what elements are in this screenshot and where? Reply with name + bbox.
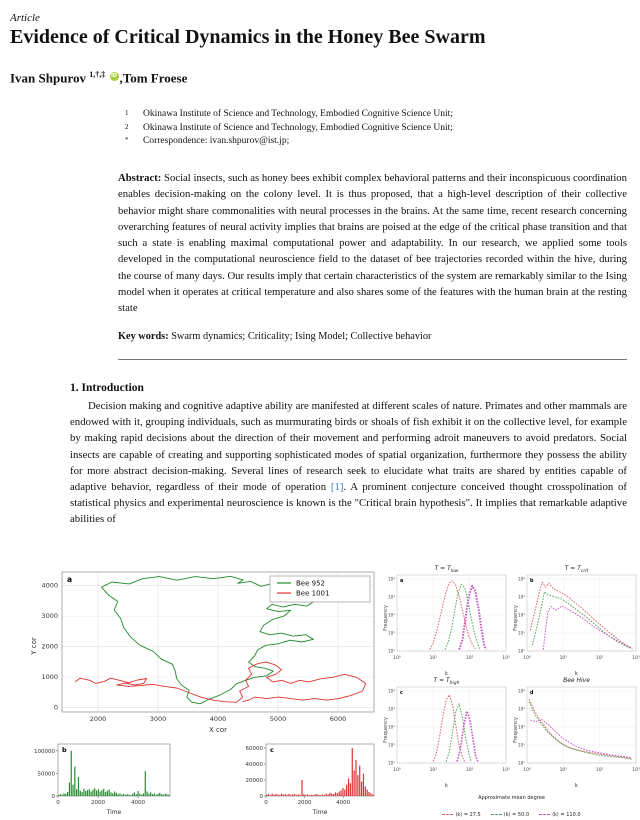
svg-text:10¹: 10¹: [387, 742, 395, 748]
degree-plot: [383, 685, 510, 779]
legend-entry: [539, 812, 580, 818]
degree-panel-crit: [513, 565, 640, 677]
correspondence-text: Correspondence: ivan.shpurov@ist.jp;: [143, 136, 290, 146]
svg-text:0: 0: [264, 800, 268, 806]
svg-text:40000: 40000: [245, 762, 263, 768]
legend-title: Approximate mean degree: [478, 795, 545, 801]
x-axis-label: k: [445, 671, 448, 677]
intro-text-after: . A prominent conjecture conceived thought crosspolination of statistical physics and experimental neuroscience is known is the "Critical brain hypothesis". It implies that remarkable adaptive abilities of: [70, 480, 627, 526]
svg-text:10³: 10³: [517, 594, 525, 600]
author-name-2: Tom Froese: [122, 70, 188, 86]
section-heading: 1. Introduction: [70, 382, 144, 394]
affiliation-marker: 1: [125, 109, 129, 117]
svg-text:10¹: 10¹: [429, 768, 438, 773]
svg-text:a: a: [400, 579, 404, 584]
panel-title: $T = T_{crit}$: [564, 565, 589, 575]
svg-text:Time: Time: [312, 809, 328, 816]
svg-text:b: b: [530, 579, 534, 584]
svg-text:10³: 10³: [632, 656, 640, 661]
svg-text:10⁰: 10⁰: [387, 648, 395, 654]
svg-text:Time: Time: [106, 809, 122, 816]
svg-text:X cor: X cor: [208, 726, 228, 734]
legend-label: ⟨k⟩ = 110.0: [552, 812, 581, 818]
svg-text:b: b: [62, 746, 67, 754]
citation-link[interactable]: [1]: [330, 480, 344, 493]
figures-area: [0, 563, 640, 820]
degree-plot: [513, 685, 640, 779]
panel-title: $T = T_{high}$: [433, 677, 460, 687]
svg-text:0: 0: [53, 703, 58, 712]
svg-text:10⁰: 10⁰: [523, 656, 531, 661]
degree-distribution-grid: [383, 565, 640, 820]
abstract-label: Abstract:: [118, 172, 162, 184]
legend-label: ⟨k⟩ = 50.0: [503, 812, 530, 818]
svg-text:0: 0: [259, 794, 263, 800]
svg-text:2000: 2000: [91, 800, 105, 806]
svg-text:10⁴: 10⁴: [517, 576, 525, 582]
svg-text:4000: 4000: [41, 581, 58, 590]
affiliation-marker: 2: [125, 122, 129, 131]
degree-panel-hive: [513, 677, 640, 789]
svg-text:10²: 10²: [465, 768, 474, 773]
svg-text:20000: 20000: [245, 778, 263, 784]
affiliation-row: [125, 122, 453, 136]
divider: [118, 359, 627, 360]
orcid-icon[interactable]: iD: [111, 73, 117, 79]
svg-text:c: c: [270, 746, 274, 754]
svg-text:10²: 10²: [387, 724, 395, 730]
page-title: Evidence of Critical Dynamics in the Honey Bee Swarm: [10, 26, 486, 48]
svg-text:2000: 2000: [89, 715, 107, 723]
authors-line: [10, 70, 187, 86]
svg-text:10⁰: 10⁰: [393, 768, 401, 773]
svg-text:10²: 10²: [517, 612, 525, 618]
trajectory-plot: [24, 566, 380, 740]
svg-text:10¹: 10¹: [517, 742, 525, 748]
affiliations-block: [125, 108, 453, 149]
affiliation-text: Okinawa Institute of Science and Technology, Embodied Cognitive Science Unit;: [143, 109, 453, 119]
svg-text:0: 0: [51, 794, 55, 800]
degree-legend: [383, 795, 640, 820]
svg-text:Frequency: Frequency: [383, 717, 389, 743]
affiliation-row: [125, 135, 453, 149]
svg-text:2000: 2000: [41, 642, 58, 651]
legend-label: ⟨k⟩ = 27.5: [455, 812, 481, 818]
svg-text:2000: 2000: [297, 800, 312, 806]
svg-text:50000: 50000: [37, 771, 55, 778]
legend-entries: [437, 812, 585, 818]
svg-text:4000: 4000: [209, 715, 227, 723]
svg-text:10⁰: 10⁰: [523, 768, 531, 773]
svg-text:3000: 3000: [41, 612, 58, 621]
svg-text:d: d: [530, 691, 534, 696]
affiliation-row: [125, 108, 453, 122]
svg-text:6000: 6000: [329, 715, 347, 723]
legend-dash-icon: [491, 814, 502, 815]
svg-text:100000: 100000: [34, 748, 55, 755]
svg-text:10²: 10²: [595, 768, 604, 773]
svg-text:10¹: 10¹: [517, 630, 525, 636]
svg-text:10⁴: 10⁴: [517, 688, 525, 694]
svg-text:a: a: [67, 575, 73, 584]
svg-text:c: c: [400, 691, 403, 696]
affiliation-text: Okinawa Institute of Science and Technology, Embodied Cognitive Science Unit;: [143, 122, 453, 133]
svg-text:60000: 60000: [245, 746, 263, 752]
keywords-text: Swarm dynamics; Criticality; Ising Model; Collective behavior: [168, 331, 432, 342]
x-axis-label: k: [575, 671, 578, 677]
svg-text:10¹: 10¹: [429, 656, 438, 661]
svg-text:10²: 10²: [465, 656, 474, 661]
svg-text:4000: 4000: [336, 800, 351, 806]
author-separator: ,: [119, 70, 123, 86]
legend-entry: [491, 812, 529, 818]
keywords-label: Key words:: [118, 331, 169, 342]
svg-text:10²: 10²: [595, 656, 604, 661]
author-superscript: 1,†,‡: [89, 70, 106, 79]
svg-text:1000: 1000: [41, 673, 58, 681]
svg-text:Frequency: Frequency: [513, 717, 519, 743]
abstract-text: Social insects, such as honey bees exhibit complex behavioral patterns and their inconspicuous coordination enables decision-making on the colony level. It is thus proposed, that a high-level description of their collective behavior might share commonalities with neural processes in the brains. At the same time, recent research concerning overarching features of neural activity implies that brains are poised at the edge of the critical phase transition and that such a state is enabling maximal computational power and adaptability. In our research, we applied some tools developed in the computational neuroscience field to the dataset of bee trajectories recorded within the hive, during the course of many days. Our results imply that certain characteristics of the system are remarkably similar to the Ising model when it operates at critical temperature and also shares some of the features with the human brain at the resting state: [118, 172, 627, 315]
abstract-block: [118, 170, 627, 316]
svg-text:Y cor: Y cor: [30, 637, 38, 655]
x-axis-label: k: [445, 783, 448, 789]
svg-text:10⁴: 10⁴: [387, 576, 395, 582]
legend-entry: [442, 812, 480, 818]
affiliation-marker: *: [125, 136, 129, 144]
svg-text:10⁴: 10⁴: [387, 688, 395, 694]
legend-dash-icon: [539, 814, 550, 815]
legend-dash-icon: [442, 814, 453, 815]
svg-text:3000: 3000: [149, 715, 167, 723]
article-kicker: Article: [10, 12, 40, 24]
svg-text:10⁰: 10⁰: [517, 648, 525, 654]
svg-text:10³: 10³: [517, 706, 525, 712]
svg-text:10⁰: 10⁰: [393, 656, 401, 661]
author-name-1: Ivan Shpurov: [10, 70, 86, 86]
svg-text:10¹: 10¹: [559, 656, 568, 661]
intro-paragraph: [70, 398, 627, 528]
degree-plot: [383, 573, 510, 667]
svg-text:10³: 10³: [502, 768, 510, 773]
svg-text:Bee 952: Bee 952: [296, 579, 326, 588]
degree-panel-low: [383, 565, 510, 677]
svg-text:4000: 4000: [131, 800, 145, 806]
svg-text:10²: 10²: [387, 612, 395, 618]
activity-plot-c: [222, 740, 378, 820]
svg-text:10⁰: 10⁰: [517, 760, 525, 766]
svg-text:10¹: 10¹: [559, 768, 568, 773]
svg-text:Frequency: Frequency: [513, 605, 519, 631]
svg-text:10¹: 10¹: [387, 630, 395, 636]
svg-text:0: 0: [56, 800, 60, 806]
svg-text:Bee 1001: Bee 1001: [296, 589, 330, 598]
svg-text:10³: 10³: [387, 706, 395, 712]
svg-text:5000: 5000: [269, 715, 287, 723]
svg-text:10⁰: 10⁰: [387, 760, 395, 766]
keywords-line: [118, 331, 627, 342]
activity-plot-b: [24, 740, 174, 820]
svg-text:10³: 10³: [387, 594, 395, 600]
panel-title: $T = T_{low}$: [434, 565, 459, 575]
panel-title: Bee Hive: [563, 677, 590, 684]
intro-text-before: Decision making and cognitive adaptive ability are manifested at different scales of nature. Primates and other mammals are endowed with it, grouping individuals, such as murmurating birds or shoals of fish exhibit it on the collective level, for example by making rapid decisions about the direction of their movement and performing adroit maneuvers to avoid predators. Social insects are capable of creating and supporting sophisticated modes of spatial organization, furthermore they possess the ability for more abstract decision-making. Several lines of research seek to elucidate what traits are shared by entities capable of adaptive behavior, regardless of their mode of operation: [70, 400, 627, 493]
svg-text:Frequency: Frequency: [383, 605, 389, 631]
svg-text:10³: 10³: [632, 768, 640, 773]
x-axis-label: k: [575, 783, 578, 789]
svg-text:10³: 10³: [502, 656, 510, 661]
svg-text:10²: 10²: [517, 724, 525, 730]
degree-plot: [513, 573, 640, 667]
degree-panel-high: [383, 677, 510, 789]
